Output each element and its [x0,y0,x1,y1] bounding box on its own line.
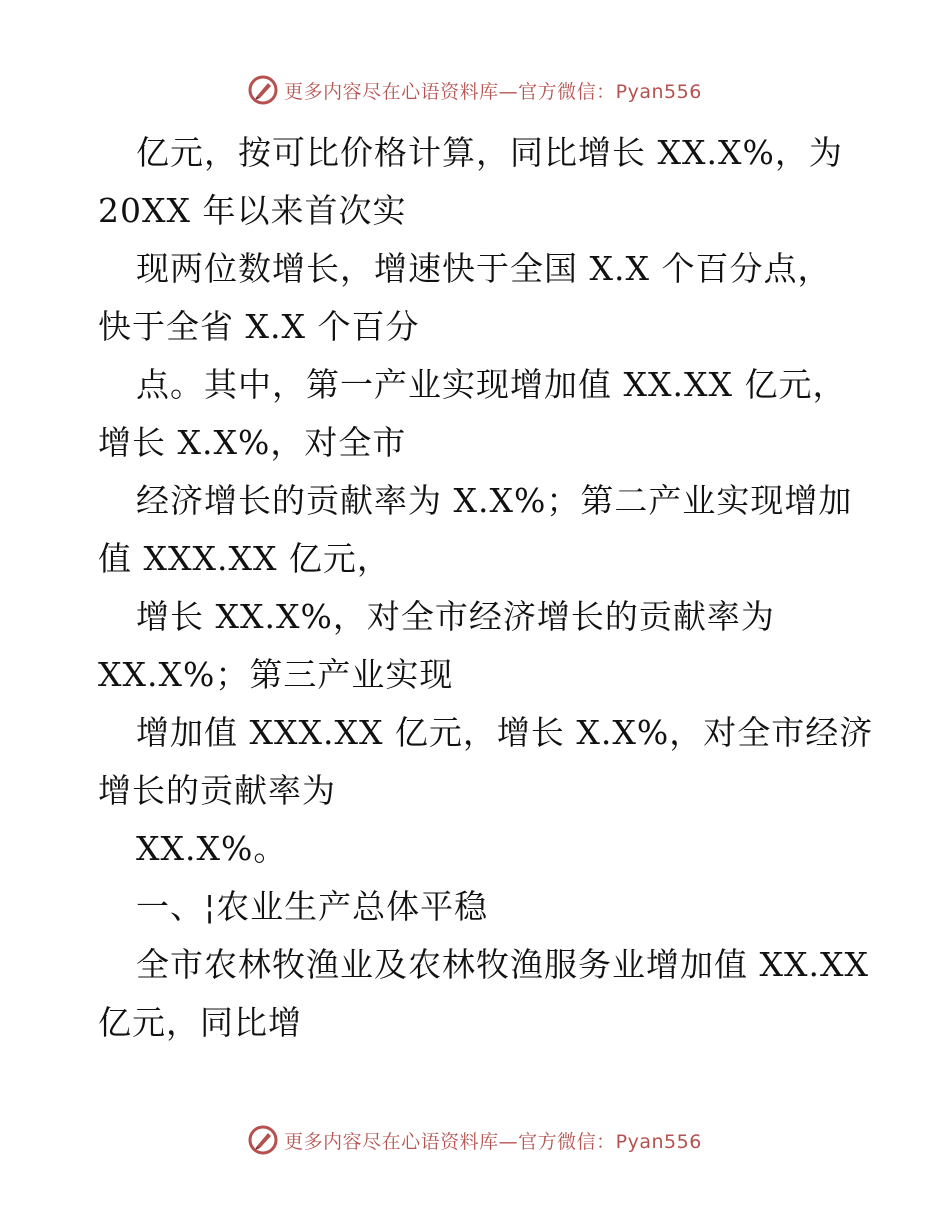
text-line: 全市农林牧渔业及农林牧渔服务业增加值 XX.XX [136,945,869,984]
text-line: 快于全省 X.X 个百分 [98,307,420,346]
text-line: 亿元，按可比价格计算，同比增长 XX.X%，为 [136,133,843,172]
text-line: XX.X%；第三产业实现 [98,655,454,694]
text-line: XX.X%。 [136,829,288,868]
text-line: 亿元，同比增 [98,1003,302,1042]
footer-watermark [0,1120,950,1160]
pen-logo-icon [248,1125,278,1155]
text-line: 值 XXX.XX 亿元， [98,539,391,578]
document-body [98,124,874,1052]
text-line: 增长 X.X%，对全市 [98,423,407,462]
text-line: 经济增长的贡献率为 X.X%；第二产业实现增加 [136,481,853,520]
header-watermark [0,70,950,110]
text-line: 点。其中，第一产业实现增加值 XX.XX 亿元， [136,365,847,404]
watermark-text: 更多内容尽在心语资料库—官方微信：Pyan556 [284,1130,702,1153]
text-line: 增长的贡献率为 [98,771,336,810]
pen-logo-icon [248,75,278,105]
text-line: 增长 XX.X%，对全市经济增长的贡献率为 [136,597,775,636]
text-line: 增加值 XXX.XX 亿元，增长 X.X%，对全市经济 [136,713,874,752]
text-line: 20XX 年以来首次实 [98,191,407,230]
section-heading: 一、¦农业生产总体平稳 [136,887,489,926]
text-line: 现两位数增长，增速快于全国 X.X 个百分点， [136,249,832,288]
watermark-text: 更多内容尽在心语资料库—官方微信：Pyan556 [284,80,702,103]
